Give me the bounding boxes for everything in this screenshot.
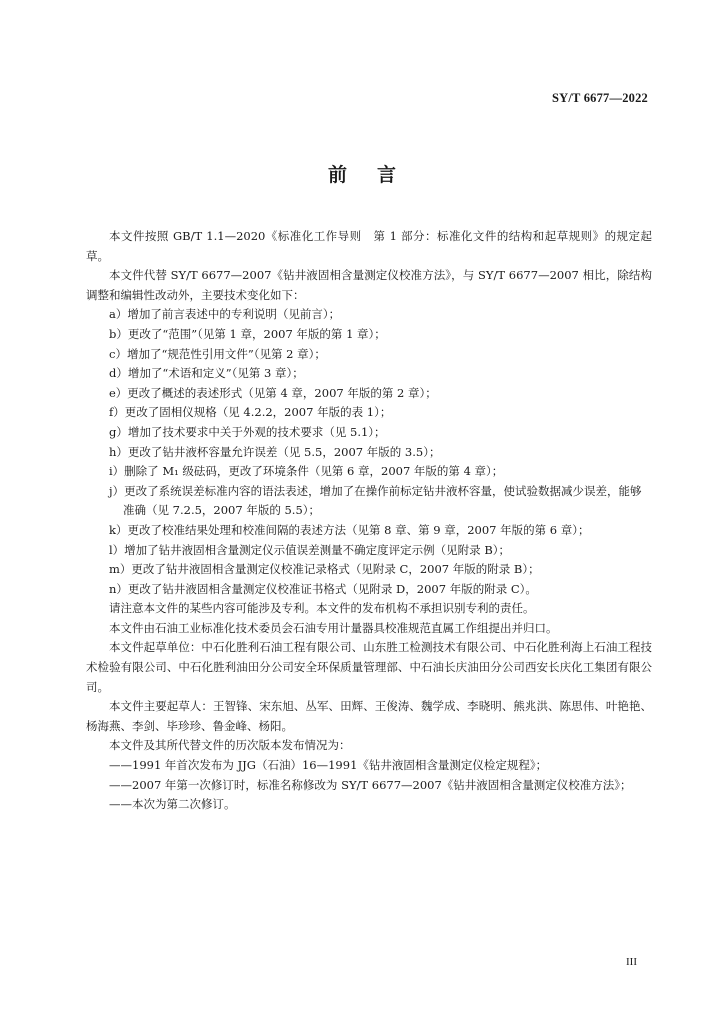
list-item: n）更改了钻井液固相含量测定仪校准证书格式（见附录 D，2007 年版的附录 C）。 <box>109 581 537 596</box>
paragraph-patent-notice: 请注意本文件的某些内容可能涉及专利。本文件的发布机构不承担识别专利的责任。 <box>109 601 535 616</box>
list-item: e）更改了概述的表述形式（见第 4 章，2007 年版的第 2 章）； <box>109 385 437 400</box>
list-item: i）删除了 M₁ 级砝码，更改了环境条件（见第 6 章，2007 年版的第 4 章）； <box>109 464 504 479</box>
list-item: m）更改了钻井液固相含量测定仪校准记录格式（见附录 C，2007 年版的附录 B）； <box>109 562 540 577</box>
document-body <box>86 227 652 815</box>
list-item: f）更改了固相仪规格（见 4.2.2，2007 年版的表 1）； <box>109 405 392 420</box>
paragraph-drafting-rules: 本文件按照 GB/T 1.1—2020《标准化工作导则 第 1 部分：标准化文件的结构和起草规则》的规定起草。 <box>86 229 652 263</box>
page-title: 前言 <box>327 164 426 186</box>
paragraph-drafters: 本文件主要起草人：王智锋、宋东旭、丛军、田辉、王俊涛、魏学成、李晓明、熊兆洪、陈思伟、叶艳艳、杨海燕、李剑、毕珍珍、鲁金峰、杨阳。 <box>86 699 652 733</box>
history-item: ——2007 年第一次修订时，标准名称修改为 SY/T 6677—2007《钻井液固相含量测定仪校准方法》； <box>109 777 632 792</box>
paragraph-proposer: 本文件由石油工业标准化技术委员会石油专用计量器具校准规范直属工作组提出并归口。 <box>109 620 558 635</box>
list-item: a）增加了前言表述中的专利说明（见前言）； <box>109 307 341 322</box>
list-item: b）更改了“范围”（见第 1 章，2007 年版的第 1 章）； <box>109 326 386 341</box>
page-number: III <box>626 956 637 968</box>
list-item: d）增加了“术语和定义”（见第 3 章）； <box>109 366 304 381</box>
paragraph-replacement: 本文件代替 SY/T 6677—2007《钻井液固相含量测定仪校准方法》，与 SY/T 6677—2007 相比，除结构调整和编辑性改动外，主要技术变化如下： <box>86 268 652 302</box>
history-item: ——本次为第二次修订。 <box>109 797 236 812</box>
paragraph-drafting-units: 本文件起草单位：中石化胜利石油工程有限公司、山东胜工检测技术有限公司、中石化胜利海上石油工程技术检验有限公司、中石化胜利油田分公司安全环保质量管理部、中石油长庆油田分公司西安长庆化工集团有限公司。 <box>86 640 652 694</box>
history-item: ——1991 年首次发布为 JJG（石油）16—1991《钻井液固相含量测定仪检定规程》； <box>109 758 548 773</box>
list-item: l）增加了钻井液固相含量测定仪示值误差测量不确定度评定示例（见附录 B）； <box>109 542 511 557</box>
standard-number: SY/T 6677—2022 <box>552 91 648 105</box>
list-item: c）增加了“规范性引用文件”（见第 2 章）； <box>109 346 326 361</box>
list-item: g）增加了技术要求中关于外观的技术要求（见 5.1）； <box>109 424 386 439</box>
list-item: k）更改了校准结果处理和校准间隔的表述方法（见第 8 章、第 9 章，2007 年版的第 6 章）； <box>109 522 590 537</box>
list-item: h）更改了钻井液杯容量允许误差（见 5.5，2007 年版的 3.5）； <box>109 444 441 459</box>
paragraph-history-intro: 本文件及其所代替文件的历次版本发布情况为： <box>109 738 351 753</box>
list-item: j）更改了系统误差标准内容的语法表述，增加了在操作前标定钻井液杯容量，使试验数据减少误差，能够准确（见 7.2.5，2007 年版的 5.5）； <box>109 483 642 518</box>
